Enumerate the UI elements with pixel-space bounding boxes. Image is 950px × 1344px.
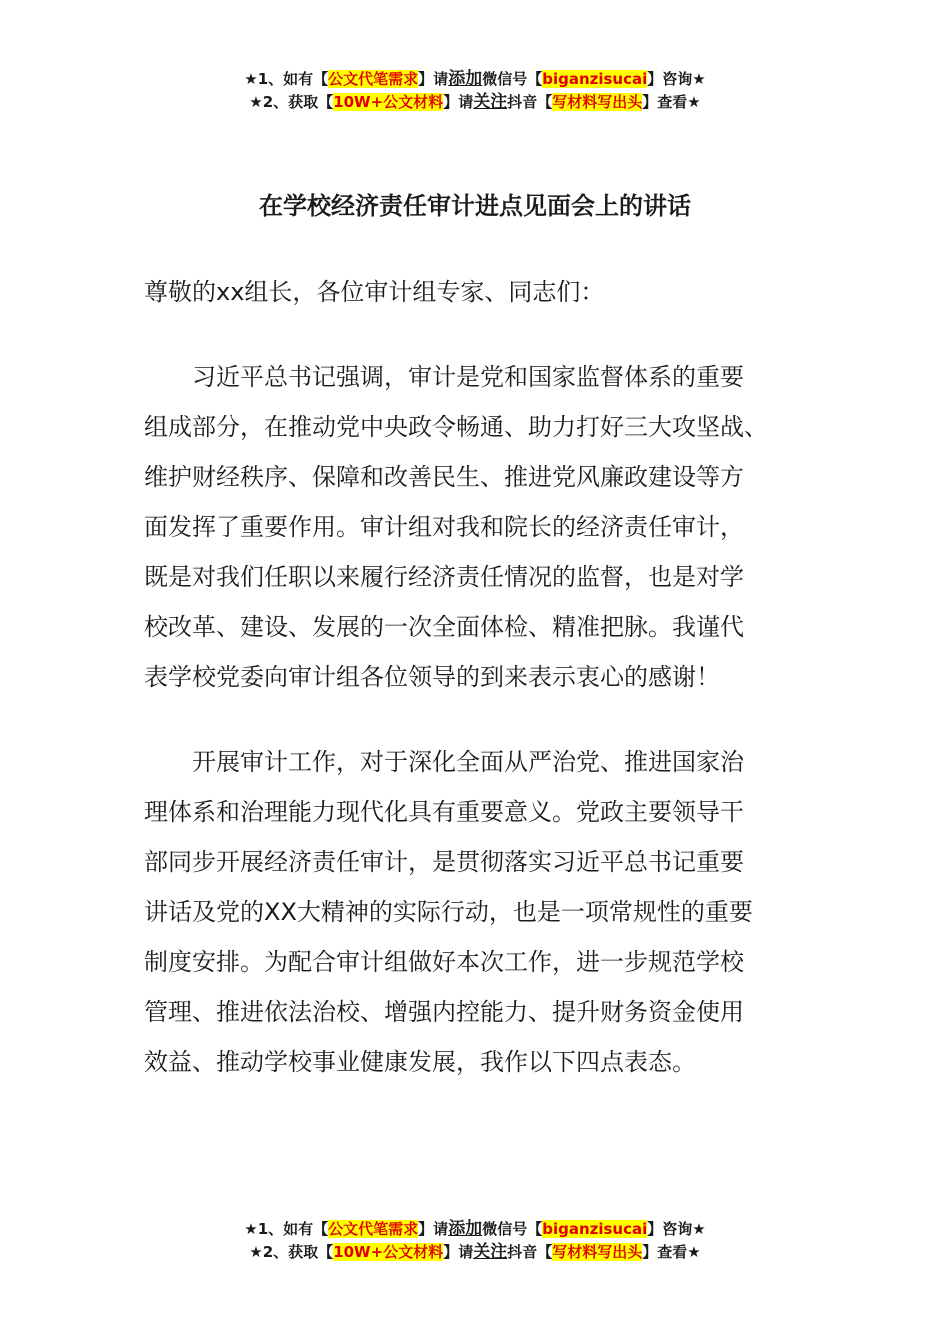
paragraph-line: 组成部分，在推动党中央政令畅通、助力打好三大攻坚战、 [144,413,768,441]
promo-highlight-douyin: 写材料写出头 [552,93,643,111]
paragraph-line: 讲话及党的XX大精神的实际行动，也是一项常规性的重要 [144,898,753,926]
paragraph-line: 既是对我们任职以来履行经济责任情况的监督，也是对学 [144,563,744,591]
promo-text: 微信号【 [482,1220,543,1238]
footer-promo-banner [0,1218,950,1264]
paragraph-line: 校改革、建设、发展的一次全面体检、精准把脉。我谨代 [144,613,744,641]
paragraph-line: 理体系和治理能力现代化具有重要意义。党政主要领导干 [144,798,744,826]
promo-line-1 [0,1218,950,1241]
promo-text: 】查看★ [642,1243,701,1261]
body-paragraph-2 [144,737,814,1087]
promo-text: 抖音【 [507,1243,553,1261]
header-promo-banner [0,68,950,114]
promo-text: ★2、获取【 [249,93,334,111]
promo-highlight-wechat-id: biganzisucai [542,70,648,88]
promo-highlight-service: 公文代笔需求 [328,1220,419,1238]
promo-line-2 [0,91,950,114]
promo-text: 】请 [443,1243,474,1261]
promo-emphasis-follow: 关注 [473,1242,508,1262]
promo-highlight-materials: 10W+公文材料 [333,93,444,111]
promo-line-1 [0,68,950,91]
paragraph-line: 表学校党委向审计组各位领导的到来表示衷心的感谢！ [144,663,720,691]
paragraph-line: 维护财经秩序、保障和改善民生、推进党风廉政建设等方 [144,463,744,491]
promo-text: 】请 [418,70,449,88]
promo-emphasis-follow: 关注 [473,92,508,112]
document-title: 在学校经济责任审计进点见面会上的讲话 [259,192,691,220]
promo-highlight-wechat-id: biganzisucai [542,1220,648,1238]
paragraph-line: 管理、推进依法治校、增强内控能力、提升财务资金使用 [144,998,744,1026]
promo-text: ★2、获取【 [249,1243,334,1261]
paragraph-line: 效益、推动学校事业健康发展，我作以下四点表态。 [144,1048,696,1076]
promo-text: 】咨询★ [647,70,706,88]
paragraph-line: 习近平总书记强调，审计是党和国家监督体系的重要 [192,363,744,391]
promo-text: 】请 [418,1220,449,1238]
salutation: 尊敬的xx组长，各位审计组专家、同志们： [144,278,605,306]
paragraph-line: 部同步开展经济责任审计，是贯彻落实习近平总书记重要 [144,848,744,876]
promo-highlight-douyin: 写材料写出头 [552,1243,643,1261]
promo-highlight-service: 公文代笔需求 [328,70,419,88]
body-paragraph-1 [144,352,814,702]
paragraph-line: 制度安排。为配合审计组做好本次工作，进一步规范学校 [144,948,744,976]
promo-emphasis-add: 添加 [448,69,483,89]
promo-highlight-materials: 10W+公文材料 [333,1243,444,1261]
promo-text: 抖音【 [507,93,553,111]
promo-text: 】咨询★ [647,1220,706,1238]
paragraph-line: 开展审计工作，对于深化全面从严治党、推进国家治 [192,748,744,776]
promo-text: 】查看★ [642,93,701,111]
promo-emphasis-add: 添加 [448,1219,483,1239]
promo-text: ★1、如有【 [244,70,329,88]
promo-text: 】请 [443,93,474,111]
promo-line-2 [0,1241,950,1264]
promo-text: ★1、如有【 [244,1220,329,1238]
paragraph-line: 面发挥了重要作用。审计组对我和院长的经济责任审计， [144,513,744,541]
promo-text: 微信号【 [482,70,543,88]
